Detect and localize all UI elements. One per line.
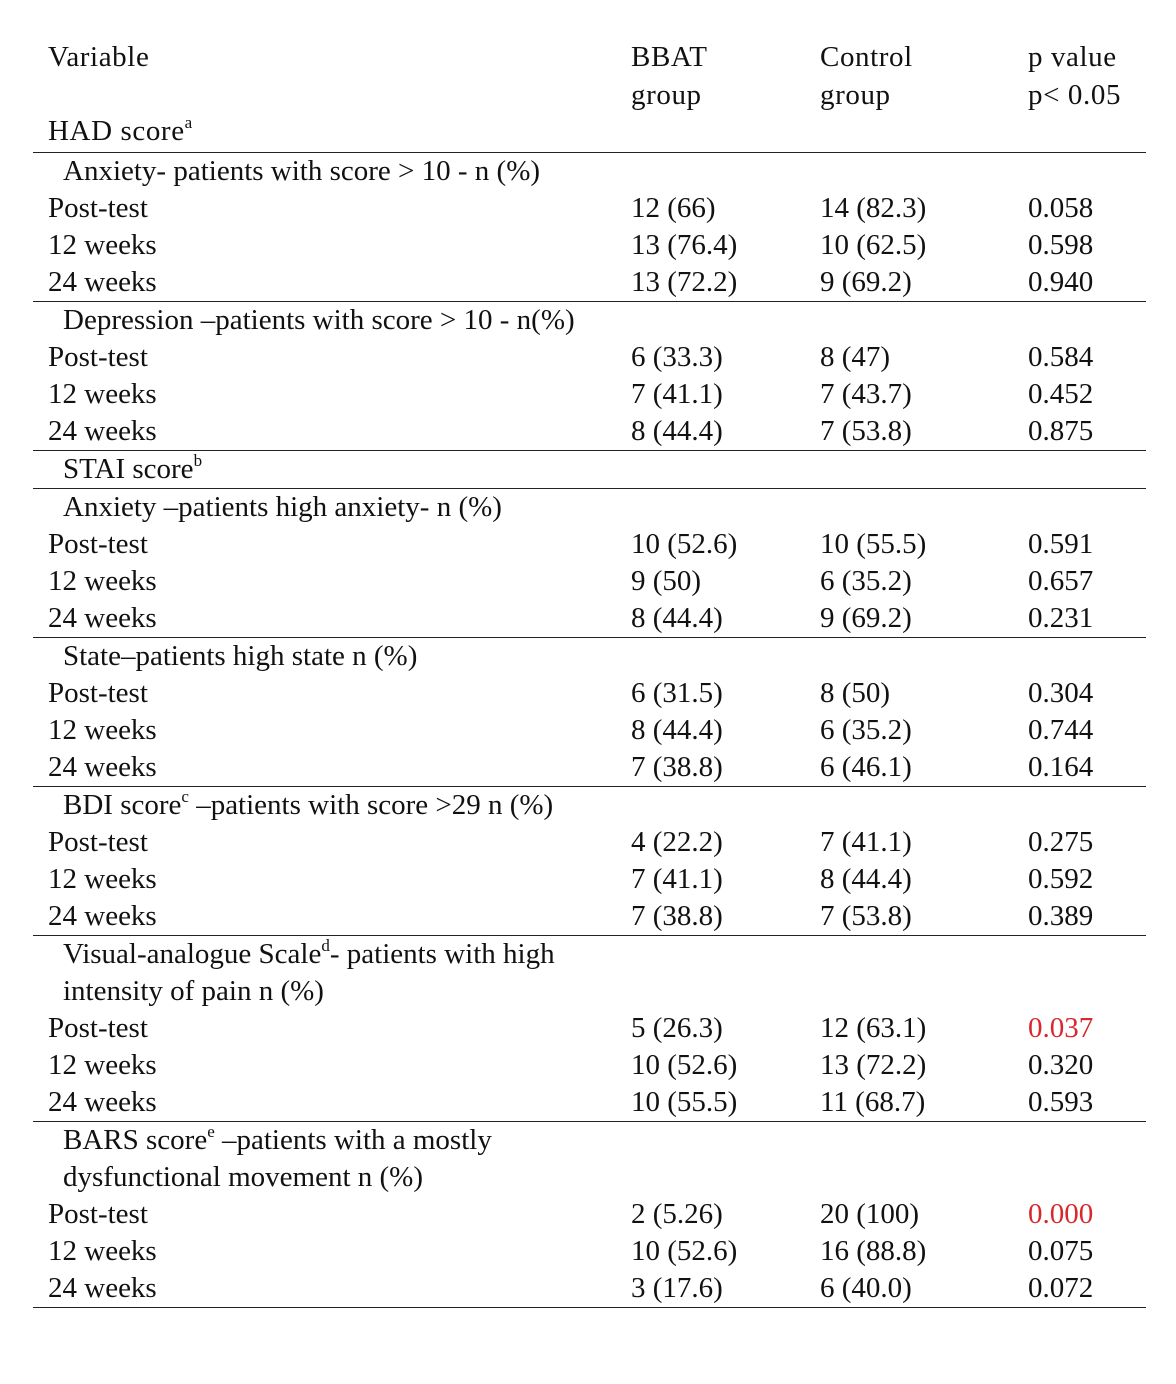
section-title-text: BARS score	[63, 1124, 208, 1156]
control-cell: 7 (53.8)	[820, 900, 912, 932]
header-variable: Variable	[48, 41, 150, 73]
table-row	[33, 898, 1146, 935]
p-value-cell: 0.657	[1028, 565, 1094, 597]
p-value-cell: 0.075	[1028, 1235, 1094, 1267]
variable-cell: 12 weeks	[48, 863, 157, 895]
p-value-cell: 0.875	[1028, 415, 1094, 447]
variable-cell: Post-test	[48, 1012, 148, 1044]
bbat-cell: 10 (52.6)	[631, 1235, 738, 1267]
bbat-cell: 10 (52.6)	[631, 528, 738, 560]
section-title-text: BDI score	[63, 789, 182, 821]
p-value-cell: 0.744	[1028, 714, 1094, 746]
control-cell: 6 (35.2)	[820, 565, 912, 597]
variable-cell: 24 weeks	[48, 415, 157, 447]
bbat-cell: 3 (17.6)	[631, 1272, 723, 1304]
footnote-marker: d	[321, 936, 330, 955]
table-row	[33, 712, 1146, 749]
p-value-cell: 0.000	[1028, 1198, 1094, 1230]
header-p-line2: p< 0.05	[1028, 79, 1122, 111]
section-title-text: Anxiety- patients with score > 10 - n (%)	[63, 155, 541, 187]
variable-cell: 24 weeks	[48, 1086, 157, 1118]
header-bbat-line1: BBAT	[631, 41, 708, 73]
section-title-text: STAI score	[63, 453, 194, 485]
results-table	[33, 0, 1146, 1308]
footnote-marker: e	[207, 1122, 215, 1141]
variable-cell: Post-test	[48, 341, 148, 373]
p-value-cell: 0.037	[1028, 1012, 1094, 1044]
bbat-cell: 5 (26.3)	[631, 1012, 723, 1044]
p-value-cell: 0.275	[1028, 826, 1094, 858]
p-value-cell: 0.584	[1028, 341, 1094, 373]
p-value-cell: 0.389	[1028, 900, 1094, 932]
bbat-cell: 7 (41.1)	[631, 863, 723, 895]
table-row	[33, 1084, 1146, 1121]
table-row	[33, 600, 1146, 637]
variable-cell: 24 weeks	[48, 900, 157, 932]
table-body	[33, 152, 1146, 1307]
p-value-cell: 0.591	[1028, 528, 1094, 560]
variable-cell: 12 weeks	[48, 378, 157, 410]
header-p-line1: p value	[1028, 41, 1117, 73]
p-value-cell: 0.231	[1028, 602, 1094, 634]
variable-cell: Post-test	[48, 677, 148, 709]
section-title-text: State–patients high state n (%)	[63, 640, 418, 672]
table-row	[33, 339, 1146, 376]
bbat-cell: 13 (76.4)	[631, 229, 738, 261]
table-row	[33, 1010, 1146, 1047]
section-title-text: Anxiety –patients high anxiety- n (%)	[63, 491, 502, 523]
bbat-cell: 2 (5.26)	[631, 1198, 723, 1230]
section-title	[48, 451, 623, 488]
table-header	[33, 0, 1146, 152]
control-cell: 16 (88.8)	[820, 1235, 927, 1267]
control-cell: 9 (69.2)	[820, 602, 912, 634]
table-row	[33, 190, 1146, 227]
header-had-score	[48, 112, 193, 150]
table-row	[33, 861, 1146, 898]
section-title	[48, 936, 623, 1010]
footnote-marker: b	[193, 451, 203, 470]
table-row	[33, 1196, 1146, 1233]
table-row	[33, 675, 1146, 712]
section-title	[48, 787, 623, 824]
control-cell: 12 (63.1)	[820, 1012, 927, 1044]
section-title-rest: –patients with a mostly dysfunctional movement n (%)	[63, 1124, 492, 1193]
section-title-row	[33, 489, 1146, 526]
header-control-line2: group	[820, 79, 891, 111]
variable-cell: 12 weeks	[48, 1235, 157, 1267]
section-title-row	[33, 153, 1146, 190]
table-section	[33, 637, 1146, 786]
control-cell: 8 (50)	[820, 677, 891, 709]
variable-cell: Post-test	[48, 192, 148, 224]
variable-cell: 24 weeks	[48, 266, 157, 298]
control-cell: 7 (41.1)	[820, 826, 912, 858]
section-title-rest: –patients with score >29 n (%)	[188, 789, 554, 821]
variable-cell: 12 weeks	[48, 1049, 157, 1081]
bbat-cell: 6 (33.3)	[631, 341, 723, 373]
had-score-footnote-marker: a	[184, 113, 193, 132]
table-row	[33, 1270, 1146, 1307]
variable-cell: 24 weeks	[48, 751, 157, 783]
control-cell: 7 (43.7)	[820, 378, 912, 410]
control-cell: 9 (69.2)	[820, 266, 912, 298]
control-cell: 11 (68.7)	[820, 1086, 926, 1118]
section-title	[48, 1122, 623, 1196]
control-cell: 6 (35.2)	[820, 714, 912, 746]
p-value-cell: 0.598	[1028, 229, 1094, 261]
control-cell: 8 (47)	[820, 341, 891, 373]
table-row	[33, 1047, 1146, 1084]
bbat-cell: 10 (55.5)	[631, 1086, 738, 1118]
section-title-row	[33, 1122, 1146, 1196]
section-title-text: Visual-analogue Scale	[63, 938, 322, 970]
bbat-cell: 7 (41.1)	[631, 378, 723, 410]
table-row	[33, 563, 1146, 600]
table-row	[33, 824, 1146, 861]
footnote-marker: c	[181, 787, 189, 806]
table-section	[33, 450, 1146, 488]
variable-cell: 24 weeks	[48, 602, 157, 634]
section-title-row	[33, 787, 1146, 824]
p-value-cell: 0.593	[1028, 1086, 1094, 1118]
control-cell: 14 (82.3)	[820, 192, 927, 224]
table-row	[33, 749, 1146, 786]
p-value-cell: 0.940	[1028, 266, 1094, 298]
table-bottom-rule	[33, 1307, 1146, 1308]
variable-cell: Post-test	[48, 826, 148, 858]
control-cell: 13 (72.2)	[820, 1049, 927, 1081]
bbat-cell: 12 (66)	[631, 192, 716, 224]
variable-cell: 24 weeks	[48, 1272, 157, 1304]
table-row	[33, 264, 1146, 301]
bbat-cell: 7 (38.8)	[631, 751, 723, 783]
control-cell: 10 (55.5)	[820, 528, 927, 560]
table-section	[33, 935, 1146, 1121]
section-title-row	[33, 936, 1146, 1010]
table-row	[33, 1233, 1146, 1270]
bbat-cell: 8 (44.4)	[631, 714, 723, 746]
header-bbat-group	[631, 38, 708, 114]
bbat-cell: 13 (72.2)	[631, 266, 738, 298]
table-section	[33, 301, 1146, 450]
control-cell: 7 (53.8)	[820, 415, 912, 447]
section-title-rest: - patients with high intensity of pain n (%)	[63, 938, 555, 1007]
p-value-cell: 0.304	[1028, 677, 1094, 709]
section-title	[48, 302, 623, 339]
had-score-label: HAD score	[48, 115, 185, 147]
table-section	[33, 1121, 1146, 1307]
section-title	[48, 489, 623, 526]
control-cell: 20 (100)	[820, 1198, 920, 1230]
control-cell: 10 (62.5)	[820, 229, 927, 261]
bbat-cell: 9 (50)	[631, 565, 702, 597]
p-value-cell: 0.452	[1028, 378, 1094, 410]
table-row	[33, 526, 1146, 563]
section-title-text: Depression –patients with score > 10 - n(%)	[63, 304, 575, 336]
section-title-row	[33, 638, 1146, 675]
table-row	[33, 413, 1146, 450]
p-value-cell: 0.592	[1028, 863, 1094, 895]
variable-cell: Post-test	[48, 528, 148, 560]
variable-cell: 12 weeks	[48, 229, 157, 261]
bbat-cell: 4 (22.2)	[631, 826, 723, 858]
header-bbat-line2: group	[631, 79, 702, 111]
table-section	[33, 488, 1146, 637]
header-control-line1: Control	[820, 41, 913, 73]
section-title	[48, 638, 623, 675]
p-value-cell: 0.072	[1028, 1272, 1094, 1304]
section-title	[48, 153, 623, 190]
table-row	[33, 227, 1146, 264]
bbat-cell: 7 (38.8)	[631, 900, 723, 932]
variable-cell: Post-test	[48, 1198, 148, 1230]
section-title-row	[33, 451, 1146, 488]
header-p-value	[1028, 38, 1121, 114]
section-title-row	[33, 302, 1146, 339]
control-cell: 8 (44.4)	[820, 863, 912, 895]
bbat-cell: 10 (52.6)	[631, 1049, 738, 1081]
p-value-cell: 0.164	[1028, 751, 1094, 783]
bbat-cell: 8 (44.4)	[631, 415, 723, 447]
bbat-cell: 8 (44.4)	[631, 602, 723, 634]
variable-cell: 12 weeks	[48, 565, 157, 597]
bbat-cell: 6 (31.5)	[631, 677, 723, 709]
p-value-cell: 0.058	[1028, 192, 1094, 224]
variable-cell: 12 weeks	[48, 714, 157, 746]
table-section	[33, 152, 1146, 301]
header-control-group	[820, 38, 913, 114]
table-section	[33, 786, 1146, 935]
p-value-cell: 0.320	[1028, 1049, 1094, 1081]
table-row	[33, 376, 1146, 413]
control-cell: 6 (46.1)	[820, 751, 912, 783]
control-cell: 6 (40.0)	[820, 1272, 912, 1304]
